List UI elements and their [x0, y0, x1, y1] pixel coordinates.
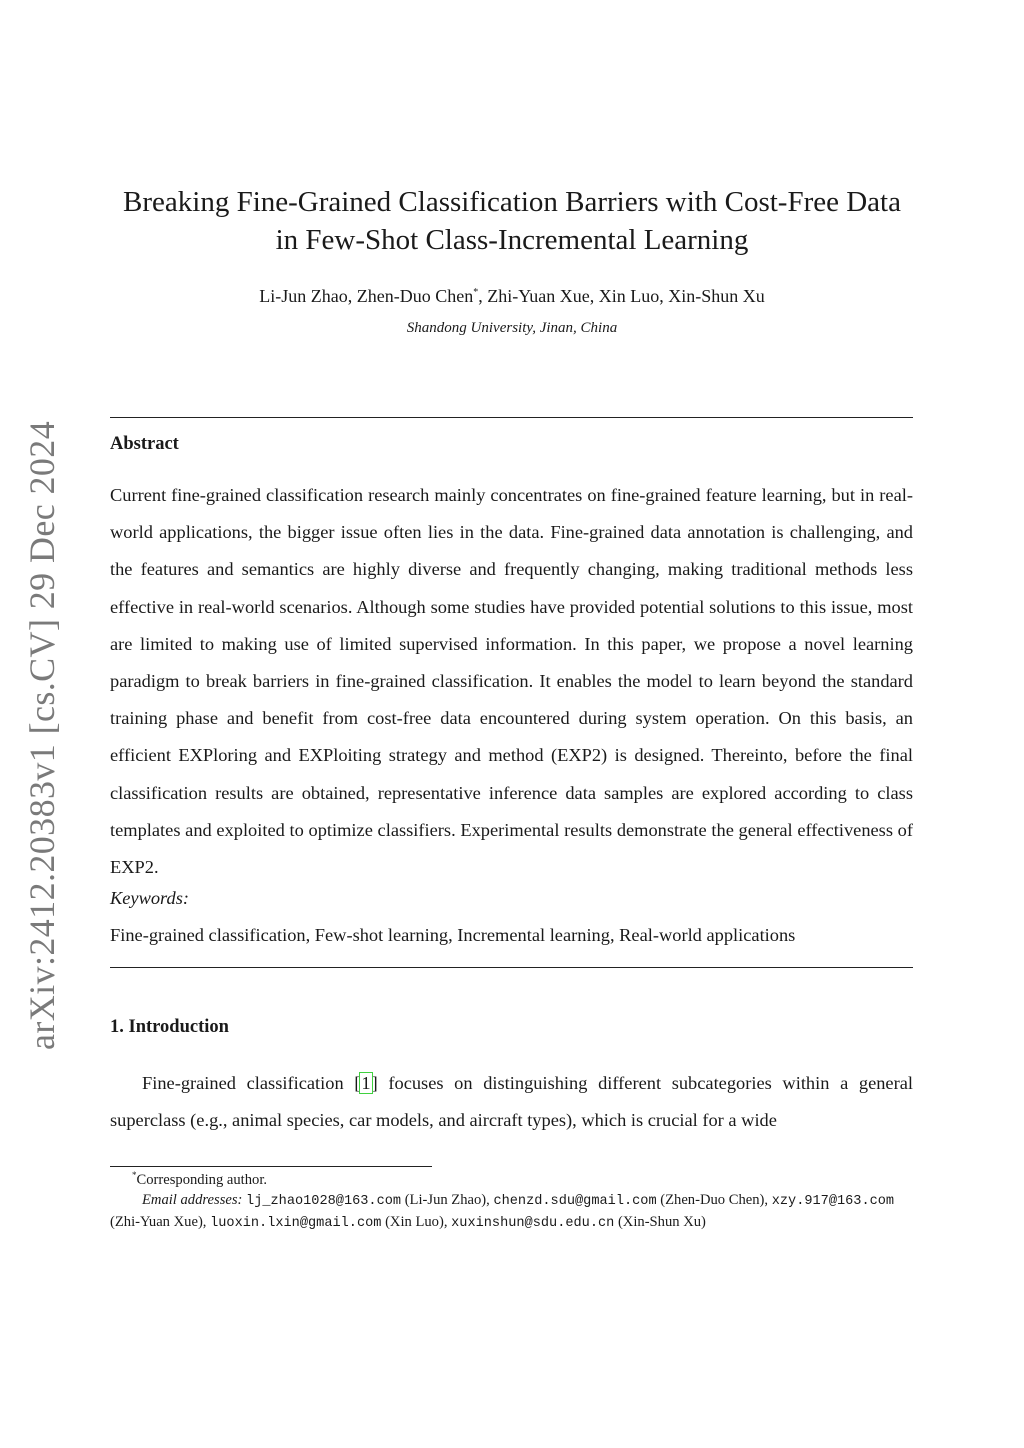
- email-link[interactable]: xuxinshun@sdu.edu.cn: [451, 1216, 615, 1231]
- title-line-1: Breaking Fine-Grained Classification Barriers with Cost-Free Data: [123, 186, 901, 218]
- top-rule: [110, 417, 913, 418]
- intro-text-start: Fine-grained classification [: [142, 1073, 361, 1093]
- footnote-corresponding-text: Corresponding author.: [136, 1171, 268, 1188]
- email-owner: (Xin Luo),: [381, 1214, 452, 1230]
- email-link[interactable]: luoxin.lxin@gmail.com: [210, 1216, 382, 1231]
- abstract-text: Current fine-grained classification research mainly concentrates on fine-grained feature learning, but in real-world applications, the bigger issue often lies in the data. Fine-grained data annotation is challenging, and the features and semantics are highly diverse and frequently changing, making traditional methods less effective in real-world scenarios. Although some studies have provided potential solutions to this issue, most are limited to making use of limited supervised information. In this paper, we propose a novel learning paradigm to break barriers in fine-grained classification. It enables the model to learn beyond the standard training phase and benefit from cost-free data encountered during system operation. On this basis, an efficient EXPloring and EXPloiting strategy and method (EXP2) is designed. Thereinto, before the final classification results are obtained, representative inference data samples are explored according to class templates and exploited to optimize classifiers. Experimental results demonstrate the general effectiveness of EXP2.: [110, 485, 913, 878]
- arxiv-identifier: arXiv:2412.20383v1 [cs.CV] 29 Dec 2024: [22, 420, 62, 1050]
- email-owner: (Xin-Shun Xu): [614, 1214, 706, 1230]
- abstract-heading: Abstract: [110, 434, 179, 454]
- email-owner: (Zhen-Duo Chen),: [656, 1192, 772, 1208]
- title-line-2: in Few-Shot Class-Incremental Learning: [275, 224, 749, 256]
- affiliation: Shandong University, Jinan, China: [406, 320, 618, 336]
- citation-link-1[interactable]: 1: [361, 1073, 371, 1093]
- intro-text-rest: ] focuses on distinguishing different subcategories within a general superclass (e.g., animal species, car models, and aircraft types), which is crucial for a wide: [110, 1073, 913, 1131]
- author-list: [100, 286, 924, 307]
- email-link[interactable]: xzy.917@163.com: [771, 1194, 895, 1209]
- email-owner: (Zhi-Yuan Xue),: [110, 1214, 211, 1230]
- keywords-heading: Keywords:: [110, 888, 190, 908]
- email-link[interactable]: lj_zhao1028@163.com: [246, 1194, 402, 1209]
- footnote-mark: *: [132, 1170, 137, 1180]
- footnote-emails: [110, 1190, 913, 1234]
- section-heading-introduction: 1. Introduction: [110, 1017, 229, 1037]
- email-link[interactable]: chenzd.sdu@gmail.com: [493, 1194, 657, 1209]
- email-owner: (Li-Jun Zhao),: [401, 1192, 494, 1208]
- bottom-rule: [110, 967, 913, 968]
- authors-part-2: , Zhi-Yuan Xue, Xin Luo, Xin-Shun Xu: [478, 286, 765, 306]
- intro-paragraph: [110, 1065, 913, 1139]
- paper-title: [100, 183, 924, 259]
- authors-part-1: Li-Jun Zhao, Zhen-Duo Chen: [259, 286, 474, 306]
- corresponding-mark[interactable]: *: [473, 287, 479, 298]
- footnote-corresponding: [132, 1170, 267, 1189]
- keywords-list: Fine-grained classification, Few-shot learning, Incremental learning, Real-world applications: [110, 925, 796, 945]
- email-label: Email addresses:: [142, 1192, 243, 1208]
- footnote-rule: [110, 1166, 432, 1167]
